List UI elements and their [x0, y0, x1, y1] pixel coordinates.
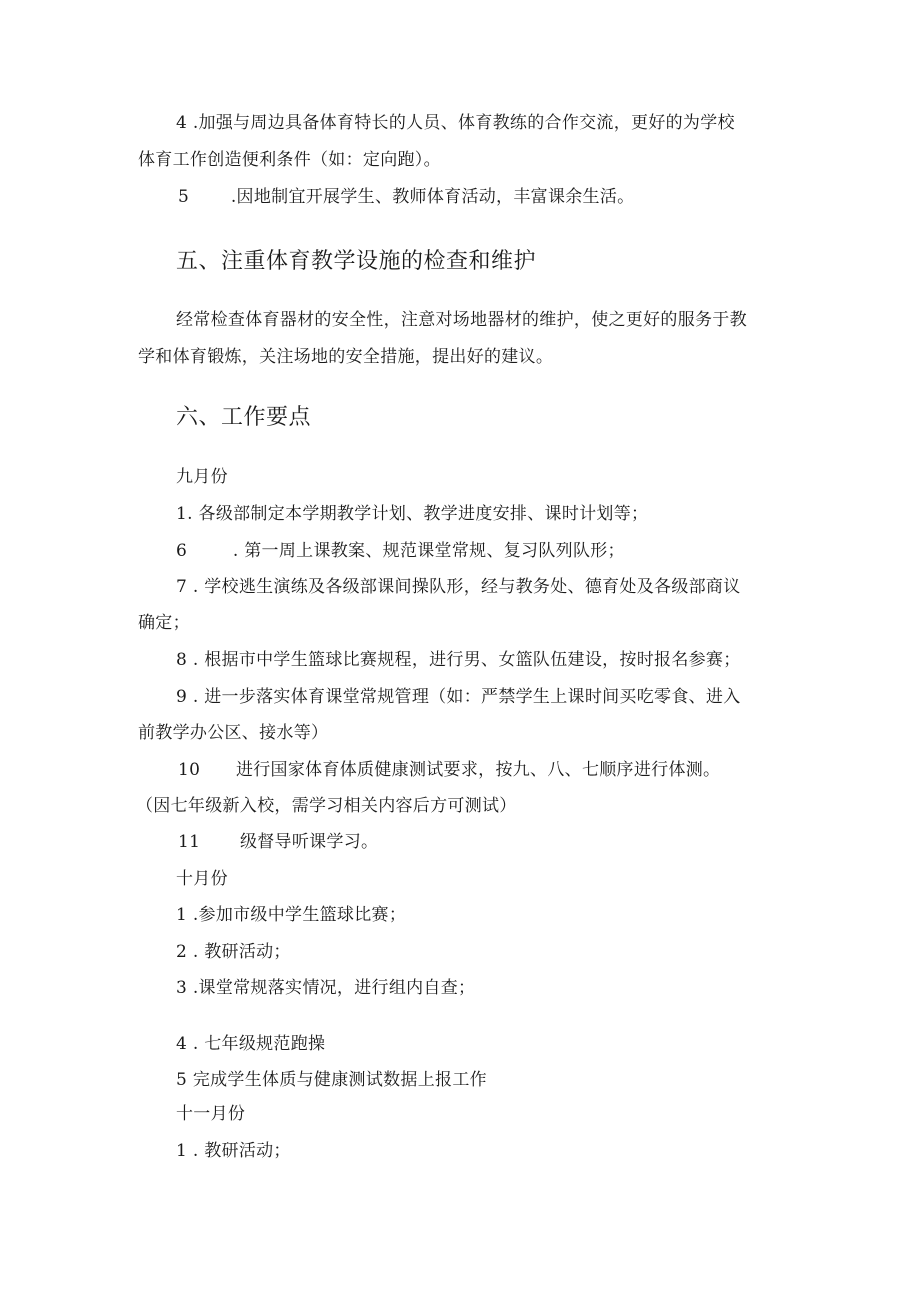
section5-para-line1: 经常检查体育器材的安全性，注意对场地器材的维护，使之更好的服务于教 — [176, 310, 747, 330]
september-item11-number: 11 — [178, 832, 201, 852]
october-title: 十月份 — [176, 869, 228, 889]
october-item5: 5 完成学生体质与健康测试数据上报工作 — [176, 1070, 487, 1090]
september-item10-number: 10 — [178, 760, 201, 780]
september-item1: 1. 各级部制定本学期教学计划、教学进度安排、课时计划等； — [176, 504, 649, 524]
september-item6 — [176, 540, 625, 562]
item5-number: 5 — [178, 187, 190, 207]
section6-heading: 六、工作要点 — [176, 405, 312, 430]
november-item1: 1 . 教研活动； — [176, 1141, 291, 1161]
item5-text: .因地制宜开展学生、教师体育活动，丰富课余生活。 — [230, 187, 635, 207]
september-item6-text: . 第一周上课教案、规范课堂常规、复习队列队形； — [232, 541, 625, 561]
november-title: 十一月份 — [176, 1104, 246, 1124]
september-title: 九月份 — [176, 467, 228, 487]
section5-para-line2: 学和体育锻炼，关注场地的安全措施，提出好的建议。 — [138, 347, 554, 367]
october-item1: 1 .参加市级中学生篮球比赛； — [176, 905, 407, 925]
september-item8: 8 . 根据市中学生篮球比赛规程，进行男、女篮队伍建设，按时报名参赛； — [176, 650, 741, 670]
september-item7-line2: 确定； — [138, 613, 190, 633]
september-item7-line1: 7 . 学校逃生演练及各级部课间操队形，经与教务处、德育处及各级部商议 — [176, 577, 741, 597]
september-item11 — [178, 831, 378, 853]
item5 — [178, 186, 634, 208]
september-item9-line1: 9 . 进一步落实体育课堂常规管理（如：严禁学生上课时间买吃零食、进入 — [176, 687, 741, 707]
item4-line1: 4 .加强与周边具备体育特长的人员、体育教练的合作交流，更好的为学校 — [176, 113, 735, 133]
september-item6-number: 6 — [176, 541, 188, 561]
october-item4: 4 . 七年级规范跑操 — [176, 1034, 326, 1054]
september-item10-text: 进行国家体育体质健康测试要求，按九、八、七顺序进行体测。 — [235, 760, 721, 780]
section5-heading: 五、注重体育教学设施的检查和维护 — [176, 249, 537, 274]
october-item3: 3 .课堂常规落实情况，进行组内自查； — [176, 978, 476, 998]
september-item9-line2: 前教学办公区、接水等） — [138, 723, 329, 743]
september-item11-text: 级督导听课学习。 — [239, 832, 379, 852]
september-item10-line2: （因七年级新入校，需学习相关内容后方可测试） — [136, 796, 517, 816]
item4-line2: 体育工作创造便利条件（如：定向跑）。 — [138, 150, 441, 170]
october-item2: 2 . 教研活动； — [176, 942, 291, 962]
september-item10 — [178, 759, 720, 781]
